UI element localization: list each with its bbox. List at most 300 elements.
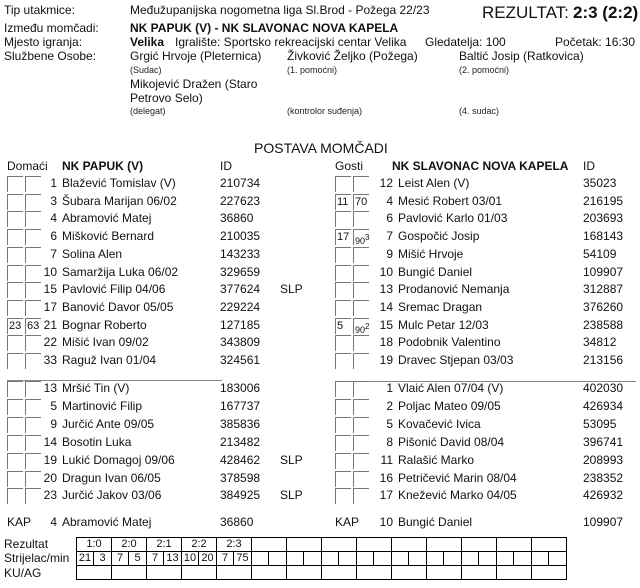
player-number: 6: [386, 211, 393, 226]
player-name: Dragun Ivan 06/05: [62, 470, 161, 485]
home-player-row: [7, 264, 327, 281]
event-box-minute[interactable]: [7, 300, 23, 316]
scorer-number-cell: [462, 552, 479, 566]
kuag-cell: [112, 566, 147, 580]
result-label: REZULTAT:: [482, 3, 569, 22]
player-number: 17: [43, 299, 57, 314]
scorer-number-cell: 7: [217, 552, 234, 566]
player-id: 238588: [583, 317, 624, 332]
venue-label: Mjesto igranja:: [4, 35, 83, 49]
home-sub-player-row: [7, 452, 327, 469]
kickoff: Početak: 16:30: [555, 35, 636, 49]
event-box-time[interactable]: [353, 265, 369, 281]
player-number: 15: [43, 282, 57, 297]
event-box-minute[interactable]: [335, 453, 351, 469]
player-number: 20: [43, 470, 57, 485]
event-box-time[interactable]: [353, 488, 369, 504]
player-name: Petričević Marin 08/04: [398, 470, 517, 485]
away-team-name: NK SLAVONAC NOVA KAPELA: [392, 159, 569, 173]
scorer-minute-cell: 5: [129, 552, 147, 566]
away-player-row: [335, 246, 640, 263]
event-box-minute[interactable]: [7, 194, 23, 210]
event-box-time[interactable]: [353, 435, 369, 451]
player-name: Pavlović Karlo 01/03: [398, 211, 508, 226]
player-number: 1: [50, 176, 57, 190]
result-cell: 2:3: [217, 538, 252, 552]
scorer-minute-cell: [304, 552, 322, 566]
player-name: Mulc Petar 12/03: [398, 317, 489, 332]
player-number: 4: [386, 193, 393, 208]
result-cell: [462, 538, 497, 552]
player-name: Mišić Hrvoje: [398, 246, 464, 261]
player-id: 216195: [583, 193, 624, 208]
scorer-number-cell: 21: [77, 552, 94, 566]
player-name: Knežević Marko 04/05: [398, 488, 517, 503]
player-id: 168143: [583, 229, 624, 244]
result-cell: [497, 538, 532, 552]
away-side-label: Gosti: [335, 159, 364, 173]
away-player-row: [335, 193, 640, 210]
event-box-minute[interactable]: [335, 247, 351, 263]
result-cell: [532, 538, 567, 552]
away-captain-label: KAP: [335, 515, 360, 529]
result-cell: [392, 538, 427, 552]
result-cell: [322, 538, 357, 552]
scorer-number-cell: 7: [147, 552, 164, 566]
spectators: Gledatelja: 100: [425, 35, 506, 49]
away-sub-player-row: [335, 380, 640, 397]
event-box-minute[interactable]: [7, 282, 23, 298]
away-sub-player-row: [335, 452, 640, 469]
player-number: 14: [379, 299, 393, 314]
result-cell: 1:0: [77, 538, 112, 552]
player-name: Leist Alen (V): [398, 176, 470, 190]
player-number: 4: [50, 211, 57, 226]
event-box-minute[interactable]: [335, 265, 351, 281]
player-name: Abramović Matej: [62, 211, 152, 226]
event-box-minute[interactable]: [335, 435, 351, 451]
player-number: 1: [386, 381, 393, 395]
home-player-row: [7, 193, 327, 210]
scorer-number-cell: [252, 552, 269, 566]
official-assistant-1-role: (1. pomoćni): [287, 65, 338, 75]
player-name: Lukić Domagoj 09/06: [62, 452, 175, 467]
player-id: 402030: [583, 381, 624, 395]
home-player-row: [7, 352, 327, 369]
official-fourth-role: (4. sudac): [459, 106, 500, 116]
home-team-name: NK PAPUK (V): [62, 159, 144, 173]
player-id: 376260: [583, 299, 624, 314]
result-cell: [287, 538, 322, 552]
event-box-minute[interactable]: 17: [337, 231, 350, 244]
player-id: 329659: [220, 264, 261, 279]
home-sub-player-row: [7, 434, 327, 451]
stoppage-time: 3: [365, 233, 370, 243]
teams-label: Između momčadi:: [4, 21, 99, 35]
player-id: 238352: [583, 470, 624, 485]
official-delegate-role: (delegat): [130, 106, 166, 116]
scorer-minute-cell: [409, 552, 427, 566]
event-box-minute[interactable]: [7, 176, 23, 192]
away-player-row: [335, 264, 640, 281]
away-sub-player-row: [335, 487, 640, 504]
home-player-row: [7, 334, 327, 351]
player-id: 324561: [220, 353, 261, 367]
player-note: SLP: [280, 488, 303, 503]
player-name: Banović Davor 05/05: [62, 299, 174, 314]
player-name: Gospočić Josip: [398, 229, 480, 244]
home-player-row: [7, 281, 327, 298]
player-number: 15: [379, 317, 393, 332]
player-number: 6: [50, 229, 57, 244]
away-sub-player-row: [335, 398, 640, 415]
event-box-minute[interactable]: [335, 282, 351, 298]
player-id: 210035: [220, 229, 261, 244]
event-box-minute[interactable]: [335, 399, 351, 415]
kuag-cell: [497, 566, 532, 580]
kuag-cell: [462, 566, 497, 580]
scorer-number-cell: [287, 552, 304, 566]
event-box-minute[interactable]: [335, 211, 351, 227]
event-box-time[interactable]: [353, 335, 369, 351]
away-player-row: [335, 281, 640, 298]
player-number: 13: [43, 381, 57, 395]
player-number: 18: [379, 335, 393, 350]
player-name: Poljac Mateo 09/05: [398, 398, 501, 413]
official-controller-role: (kontrolor suđenja): [287, 106, 363, 116]
venue-town: Velika: [130, 35, 165, 49]
event-box-minute[interactable]: [7, 247, 23, 263]
player-number: 21: [43, 317, 57, 332]
event-box-minute[interactable]: [7, 381, 23, 397]
kuag-cell: [147, 566, 182, 580]
away-sub-player-row: [335, 416, 640, 433]
event-box-time[interactable]: [353, 176, 369, 192]
score-row-label-result: Rezultat: [4, 537, 49, 551]
player-name: Bungić Daniel: [398, 264, 473, 279]
player-id: 343809: [220, 335, 261, 350]
away-player-row: [335, 317, 640, 334]
event-box-minute[interactable]: [335, 300, 351, 316]
player-number: 7: [386, 229, 393, 244]
away-player-row: [335, 334, 640, 351]
scorer-number-cell: 10: [182, 552, 199, 566]
away-player-row: [335, 175, 640, 192]
officials-label: Službene Osobe:: [4, 49, 97, 63]
scorer-minute-cell: [269, 552, 287, 566]
player-id: 385836: [220, 416, 261, 431]
event-box-time[interactable]: $90^3$: [353, 229, 369, 245]
player-number: 5: [50, 398, 57, 413]
player-id: 213482: [220, 434, 261, 449]
home-side-label: Domaći: [7, 159, 48, 173]
event-box-minute[interactable]: 23: [9, 319, 22, 332]
player-name: Vlaić Alen 07/04 (V): [398, 381, 504, 395]
player-number: 9: [50, 416, 57, 431]
player-name: Blažević Tomislav (V): [62, 176, 176, 190]
player-name: Šubara Marijan 06/02: [62, 193, 177, 208]
event-box-minute[interactable]: [335, 335, 351, 351]
official-assistant-2-role: (2. pomoćni): [459, 65, 510, 75]
result-cell: [357, 538, 392, 552]
score-table: [76, 537, 567, 580]
scorer-row: [77, 552, 567, 566]
result-cell: 2:1: [147, 538, 182, 552]
score-row-label-scorer: Strijelac/min: [4, 551, 70, 565]
player-id: 54109: [583, 246, 617, 261]
player-name: Mišković Bernard: [62, 229, 155, 244]
scorer-minute-cell: [514, 552, 532, 566]
player-number: 12: [379, 176, 393, 190]
scorer-number-cell: [392, 552, 409, 566]
result-row: [77, 538, 567, 552]
player-id: 377624: [220, 282, 261, 297]
player-name: Solina Alen: [62, 246, 123, 261]
event-box-minute[interactable]: [7, 211, 23, 227]
event-box-time[interactable]: [353, 453, 369, 469]
player-name: Jurčić Ante 09/05: [62, 416, 155, 431]
home-captain-number: 4: [50, 515, 57, 529]
player-id: 426932: [583, 488, 624, 503]
player-name: Ralašić Marko: [398, 452, 475, 467]
player-id: 167737: [220, 398, 261, 413]
player-number: 8: [386, 434, 393, 449]
home-sub-player-row: [7, 380, 327, 397]
player-name: Jurčić Jakov 03/06: [62, 488, 162, 503]
kuag-cell: [427, 566, 462, 580]
kuag-cell: [357, 566, 392, 580]
event-box-minute[interactable]: [7, 488, 23, 504]
player-number: 3: [50, 193, 57, 208]
event-box-time[interactable]: [353, 417, 369, 433]
player-name: Dravec Stjepan 03/03: [398, 353, 514, 367]
result-cell: 2:0: [112, 538, 147, 552]
home-id-header: ID: [220, 159, 232, 173]
home-player-row: [7, 317, 327, 334]
event-box-time[interactable]: [353, 353, 369, 369]
scorer-minute-cell: [339, 552, 357, 566]
event-box-minute[interactable]: [7, 471, 23, 487]
away-sub-player-row: [335, 434, 640, 451]
player-name: Kovačević Ivica: [398, 416, 481, 431]
player-id: 53095: [583, 416, 617, 431]
event-box-minute[interactable]: [7, 399, 23, 415]
player-id: 210734: [220, 176, 261, 190]
player-id: 229224: [220, 299, 261, 314]
home-captain-id: 36860: [220, 515, 254, 529]
player-id: 227623: [220, 193, 261, 208]
event-box-time[interactable]: 70: [355, 195, 368, 208]
player-name: Mišić Ivan 09/02: [62, 335, 149, 350]
player-name: Bosotin Luka: [62, 434, 132, 449]
scorer-number-cell: [357, 552, 374, 566]
event-box-time[interactable]: [353, 471, 369, 487]
player-number: 16: [379, 470, 393, 485]
player-number: 2: [386, 398, 393, 413]
away-captain-name: Bungić Daniel: [398, 515, 473, 529]
player-number: 10: [379, 264, 393, 279]
away-id-header: ID: [583, 159, 595, 173]
event-box-time[interactable]: [353, 282, 369, 298]
away-player-row: [335, 210, 640, 227]
result-cell: [252, 538, 287, 552]
player-name: Prodanović Nemanja: [398, 282, 510, 297]
event-box-time[interactable]: $90^2$: [353, 318, 369, 334]
lineup-title: POSTAVA MOMČADI: [254, 140, 388, 156]
player-name: Sremac Dragan: [398, 299, 483, 314]
home-player-row: [7, 228, 327, 245]
official-delegate-line2: Petrovo Selo): [130, 91, 203, 105]
player-name: Pišonić David 08/04: [398, 434, 505, 449]
event-box-minute[interactable]: [7, 335, 23, 351]
player-id: 127185: [220, 317, 261, 332]
event-box-minute[interactable]: [335, 488, 351, 504]
player-number: 22: [43, 335, 57, 350]
home-player-row: [7, 299, 327, 316]
away-player-row: [335, 352, 640, 369]
home-player-row: [7, 246, 327, 263]
event-box-minute[interactable]: [335, 471, 351, 487]
scorer-number-cell: [427, 552, 444, 566]
player-name: Mršić Tin (V): [62, 381, 130, 395]
scorer-number-cell: 7: [112, 552, 129, 566]
kuag-cell: [217, 566, 252, 580]
event-box-minute[interactable]: [335, 381, 351, 397]
player-number: 23: [43, 488, 57, 503]
official-assistant-2: Baltić Josip (Ratkovica): [459, 49, 584, 63]
player-id: 396741: [583, 434, 624, 449]
player-number: 17: [379, 488, 393, 503]
kuag-cell: [252, 566, 287, 580]
event-box-minute[interactable]: [7, 417, 23, 433]
player-number: 11: [380, 452, 393, 467]
player-name: Podobnik Valentino: [398, 335, 501, 350]
venue-ground: Igralište: Sportsko rekreacijski centar Velika: [175, 35, 407, 49]
event-box-time[interactable]: [353, 381, 369, 397]
result-cell: [427, 538, 462, 552]
player-name: Bognar Roberto: [62, 317, 147, 332]
away-sub-player-row: [335, 470, 640, 487]
player-id: 426934: [583, 398, 624, 413]
home-player-row: [7, 175, 327, 192]
player-note: SLP: [280, 282, 303, 297]
player-number: 9: [386, 246, 393, 261]
event-box-minute[interactable]: [7, 353, 23, 369]
result-cell: 2:2: [182, 538, 217, 552]
teams-value: NK PAPUK (V) - NK SLAVONAC NOVA KAPELA: [130, 21, 399, 35]
player-number: 5: [386, 416, 393, 431]
scorer-minute-cell: [549, 552, 567, 566]
event-box-time[interactable]: [353, 211, 369, 227]
stoppage-time: 2: [365, 321, 370, 331]
away-captain-id: 109907: [583, 515, 624, 529]
event-box-time[interactable]: [353, 399, 369, 415]
player-name: Raguž Ivan 01/04: [62, 353, 157, 367]
result-value: 2:3 (2:2): [573, 3, 639, 22]
player-name: Mesić Robert 03/01: [398, 193, 503, 208]
scorer-number-cell: [497, 552, 514, 566]
home-captain-label: KAP: [7, 515, 32, 529]
event-box-minute[interactable]: [7, 265, 23, 281]
event-box-minute[interactable]: [7, 435, 23, 451]
player-id: 183006: [220, 381, 261, 395]
player-id: 109907: [583, 264, 624, 279]
official-referee: Grgić Hrvoje (Pleternica): [130, 49, 262, 63]
match-type-value: Međužupanijska nogometna liga Sl.Brod - Požega 22/23: [130, 3, 430, 17]
player-number: 10: [43, 264, 57, 279]
home-sub-player-row: [7, 398, 327, 415]
event-box-minute[interactable]: [7, 453, 23, 469]
player-id: 213156: [583, 353, 624, 367]
away-player-row: [335, 228, 640, 245]
scorer-minute-cell: 75: [234, 552, 252, 566]
player-id: 36860: [220, 211, 254, 226]
home-sub-player-row: [7, 416, 327, 433]
event-box-minute[interactable]: 11: [335, 194, 351, 210]
player-name: Pavlović Filip 04/06: [62, 282, 166, 297]
scorer-number-cell: [532, 552, 549, 566]
event-box-minute[interactable]: [335, 417, 351, 433]
player-number: 7: [50, 246, 57, 261]
player-id: 312887: [583, 282, 624, 297]
scorer-minute-cell: 3: [94, 552, 112, 566]
kuag-cell: [182, 566, 217, 580]
player-id: 378598: [220, 470, 261, 485]
player-number: 14: [43, 434, 57, 449]
event-box-time[interactable]: [353, 247, 369, 263]
event-box-minute[interactable]: [335, 176, 351, 192]
player-number: 33: [43, 353, 57, 367]
away-captain-row: [335, 514, 640, 531]
kuag-cell: [287, 566, 322, 580]
kuag-cell: [532, 566, 567, 580]
player-id: 428462: [220, 452, 261, 467]
player-id: 143233: [220, 246, 261, 261]
event-box-time[interactable]: [353, 300, 369, 316]
event-box-minute[interactable]: 5: [335, 318, 351, 334]
player-id: 208993: [583, 452, 624, 467]
player-note: SLP: [280, 452, 303, 467]
event-box-time[interactable]: 63: [27, 319, 40, 332]
away-player-row: [335, 299, 640, 316]
scorer-minute-cell: 13: [164, 552, 182, 566]
home-captain-row: [7, 514, 327, 531]
event-box-minute[interactable]: [335, 353, 351, 369]
match-type-label: Tip utakmice:: [4, 3, 75, 17]
player-id: 34812: [583, 335, 617, 350]
player-id: 203693: [583, 211, 624, 226]
scorer-number-cell: [322, 552, 339, 566]
player-id: 384925: [220, 488, 261, 503]
home-captain-name: Abramović Matej: [62, 515, 152, 529]
scorer-minute-cell: [444, 552, 462, 566]
score-row-label-kuag: KU/AG: [4, 566, 42, 580]
kuag-row: [77, 566, 567, 580]
player-number: 13: [379, 282, 393, 297]
official-delegate-line1: Mikojević Dražen (Staro: [130, 77, 258, 91]
player-name: Samaržija Luka 06/02: [62, 264, 179, 279]
away-captain-number: 10: [379, 515, 393, 529]
home-sub-player-row: [7, 470, 327, 487]
kuag-cell: [322, 566, 357, 580]
home-sub-player-row: [7, 487, 327, 504]
player-name: Martinović Filip: [62, 398, 143, 413]
home-player-row: [7, 210, 327, 227]
event-box-minute[interactable]: [7, 229, 23, 245]
scorer-minute-cell: [374, 552, 392, 566]
scorer-minute-cell: [479, 552, 497, 566]
player-number: 19: [43, 452, 57, 467]
